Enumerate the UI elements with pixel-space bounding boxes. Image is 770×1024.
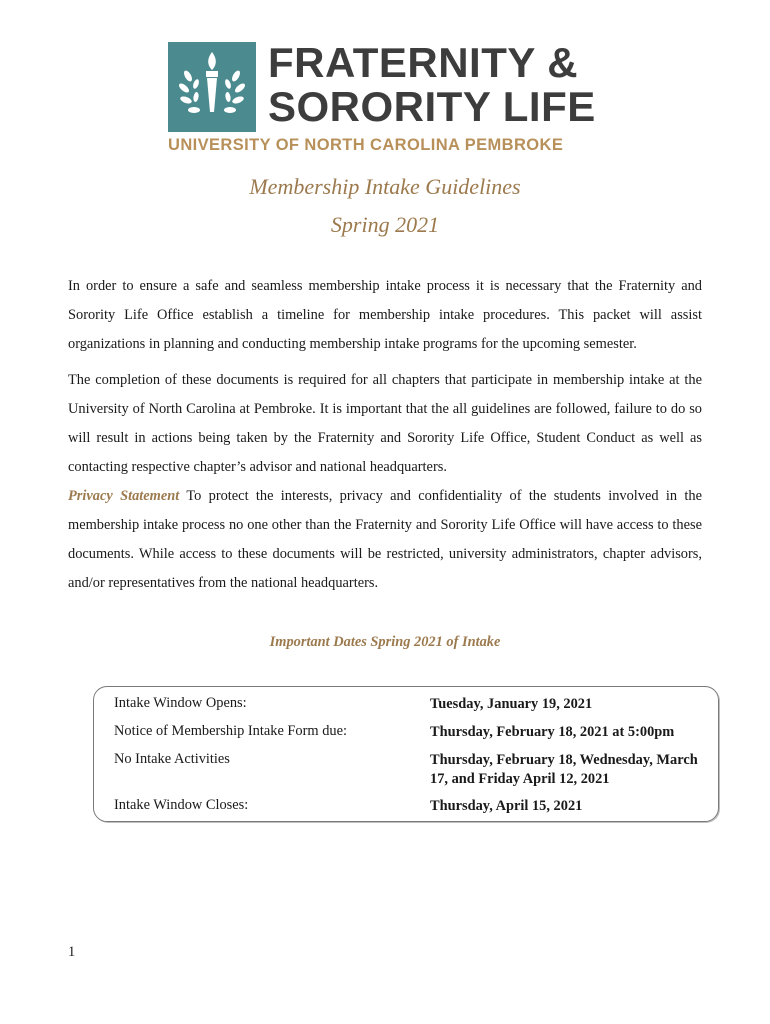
page-number: 1	[68, 944, 76, 960]
date-value: Thursday, February 18, 2021 at 5:00pm	[430, 724, 675, 740]
date-value: Thursday, February 18, Wednesday, March 17, and Friday April 12, 2021	[430, 752, 698, 787]
important-dates-box	[93, 686, 719, 822]
intro-paragraph: In order to ensure a safe and seamless membership intake process it is necessary that the Fraternity and Sorority Life Office establish a timeline for membership intake procedures. This packet will assist organizations in planning and conducting membership intake programs for the upcoming semester.	[68, 278, 702, 352]
privacy-statement-text: To protect the interests, privacy and confidentiality of the students involved in the membership intake process no one other than the Fraternity and Sorority Life Office will have access to these documents. While access to these documents will be restricted, university administrators, chapter advisors, and/or representatives from the national headquarters.	[68, 488, 702, 591]
date-value: Thursday, April 15, 2021	[430, 798, 583, 814]
privacy-paragraph	[68, 482, 702, 598]
document-title: Membership Intake Guidelines	[249, 174, 521, 199]
fsl-logo	[168, 40, 608, 156]
important-dates-heading: Important Dates Spring 2021 of Intake	[269, 634, 501, 650]
requirements-paragraph: The completion of these documents is required for all chapters that participate in membership intake at the University of North Carolina at Pembroke. It is important that the all guidelines are followed, failure to do so will result in actions being taken by the Fraternity and Sorority Life Office, Student Conduct as well as contacting respective chapter’s advisor and national headquarters.	[68, 372, 702, 475]
date-label: Intake Window Opens:	[114, 695, 247, 711]
date-value: Tuesday, January 19, 2021	[430, 696, 593, 712]
logo-text-sorority-life: SORORITY LIFE	[268, 83, 596, 130]
date-label: No Intake Activities	[114, 751, 230, 767]
torch-laurel-icon	[168, 42, 256, 132]
logo-text-fraternity: FRATERNITY &	[268, 39, 579, 86]
privacy-statement-label: Privacy Statement	[68, 488, 180, 504]
document-subtitle: Spring 2021	[330, 212, 440, 237]
date-label: Intake Window Closes:	[114, 797, 249, 813]
logo-text-university: UNIVERSITY OF NORTH CAROLINA PEMBROKE	[168, 136, 564, 154]
date-label: Notice of Membership Intake Form due:	[114, 723, 347, 739]
